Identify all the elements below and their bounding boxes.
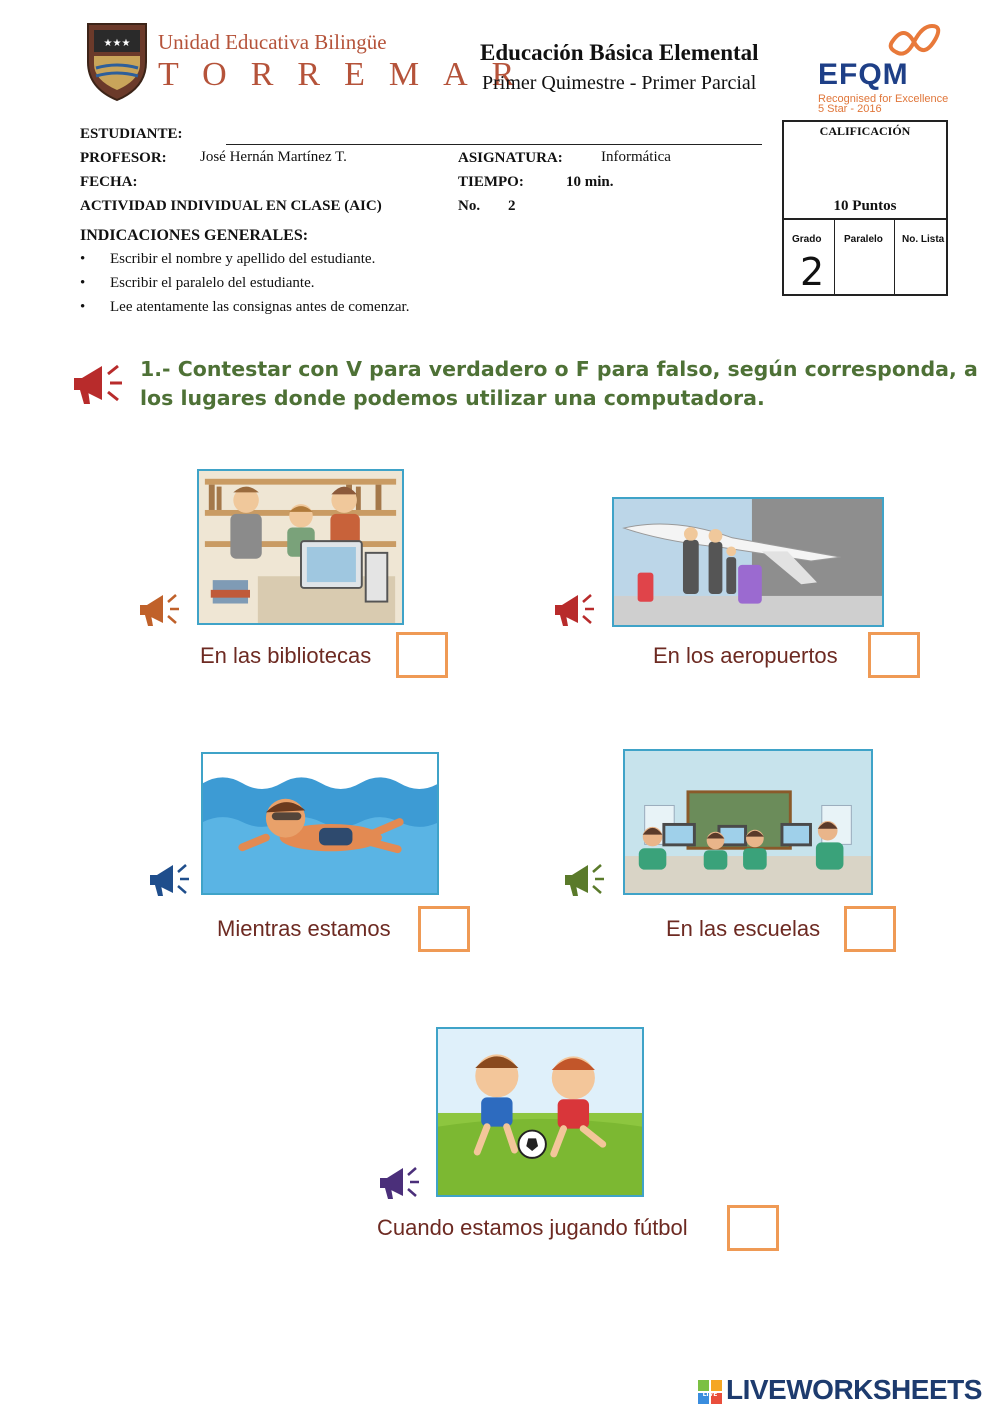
- svg-text:★★★: ★★★: [103, 38, 131, 49]
- grade-title: CALIFICACIÓN: [819, 124, 911, 138]
- item-caption: En las escuelas: [666, 916, 821, 941]
- instruction-item: • Escribir el nombre y apellido del estudiante.: [110, 251, 375, 268]
- football-image: [436, 1027, 644, 1197]
- answer-box[interactable]: [727, 1205, 779, 1251]
- item-caption: En las bibliotecas: [200, 643, 372, 668]
- grado-value: 2: [800, 250, 825, 294]
- school-image: [623, 749, 873, 895]
- lista-label: No. Lista: [902, 234, 945, 245]
- teacher-label: PROFESOR:: [80, 150, 167, 166]
- school-crest-logo: [84, 18, 150, 102]
- answer-box[interactable]: [868, 632, 920, 678]
- grado-label: Grado: [792, 234, 822, 245]
- footer-brand[interactable]: LIVEWORKSHEETS: [726, 1374, 982, 1405]
- liveworksheets-badge-text: LIVE: [702, 1391, 718, 1398]
- efqm-year: 5 Star - 2016: [818, 103, 882, 115]
- subject-value: Informática: [601, 149, 671, 165]
- time-value: 10 min.: [566, 174, 614, 190]
- question-text: 1.- Contestar con V para verdadero o F para falso, según corresponda, a los lugares donde podemos utilizar una computadora.: [140, 357, 978, 410]
- grade-box: [782, 120, 948, 296]
- answer-box[interactable]: [396, 632, 448, 678]
- activity-label: ACTIVIDAD INDIVIDUAL EN CLASE (AIC): [80, 198, 382, 214]
- paralelo-label: Paralelo: [844, 234, 883, 245]
- item-caption: Mientras estamos: [217, 916, 391, 941]
- instructions-heading: INDICACIONES GENERALES:: [80, 227, 309, 244]
- liveworksheets-logo-icon: [698, 1380, 722, 1404]
- date-label: FECHA:: [80, 174, 138, 190]
- answer-box[interactable]: [418, 906, 470, 952]
- instruction-item: • Escribir el paralelo del estudiante.: [110, 275, 315, 292]
- item-caption: En los aeropuertos: [653, 643, 838, 668]
- swimming-image: [201, 752, 439, 895]
- megaphone-icon[interactable]: [147, 860, 193, 900]
- item-caption: Cuando estamos jugando fútbol: [377, 1215, 688, 1240]
- page-subtitle: Primer Quimestre - Primer Parcial: [482, 72, 757, 94]
- page-title: Educación Básica Elemental: [480, 40, 759, 65]
- megaphone-icon[interactable]: [562, 860, 608, 900]
- airport-image: [612, 497, 884, 627]
- grade-column-divider: [894, 218, 895, 294]
- instruction-item: • Lee atentamente las consignas antes de comenzar.: [110, 299, 409, 316]
- megaphone-icon[interactable]: [137, 590, 183, 630]
- megaphone-icon[interactable]: [552, 590, 598, 630]
- teacher-value: José Hernán Martínez T.: [200, 149, 347, 165]
- time-label: TIEMPO:: [458, 174, 524, 190]
- efqm-logo-mark: [884, 22, 944, 60]
- efqm-logo-text: EFQM: [818, 58, 909, 91]
- subject-label: ASIGNATURA:: [458, 150, 563, 166]
- megaphone-icon[interactable]: [377, 1163, 423, 1203]
- grade-column-divider: [834, 218, 835, 294]
- efqm-caption: Recognised for Excellence: [818, 93, 949, 105]
- answer-box[interactable]: [844, 906, 896, 952]
- number-label: No.: [458, 198, 481, 214]
- megaphone-icon[interactable]: [70, 360, 126, 408]
- library-image: [197, 469, 404, 625]
- student-label: ESTUDIANTE:: [80, 126, 183, 142]
- school-name: Unidad Educativa Bilingüe: [158, 30, 387, 54]
- number-value: 2: [508, 198, 516, 214]
- grade-divider: [784, 218, 946, 220]
- school-brand: TORREMAR: [158, 56, 539, 93]
- grade-points: 10 Puntos: [833, 198, 897, 214]
- student-name-field[interactable]: [226, 144, 762, 145]
